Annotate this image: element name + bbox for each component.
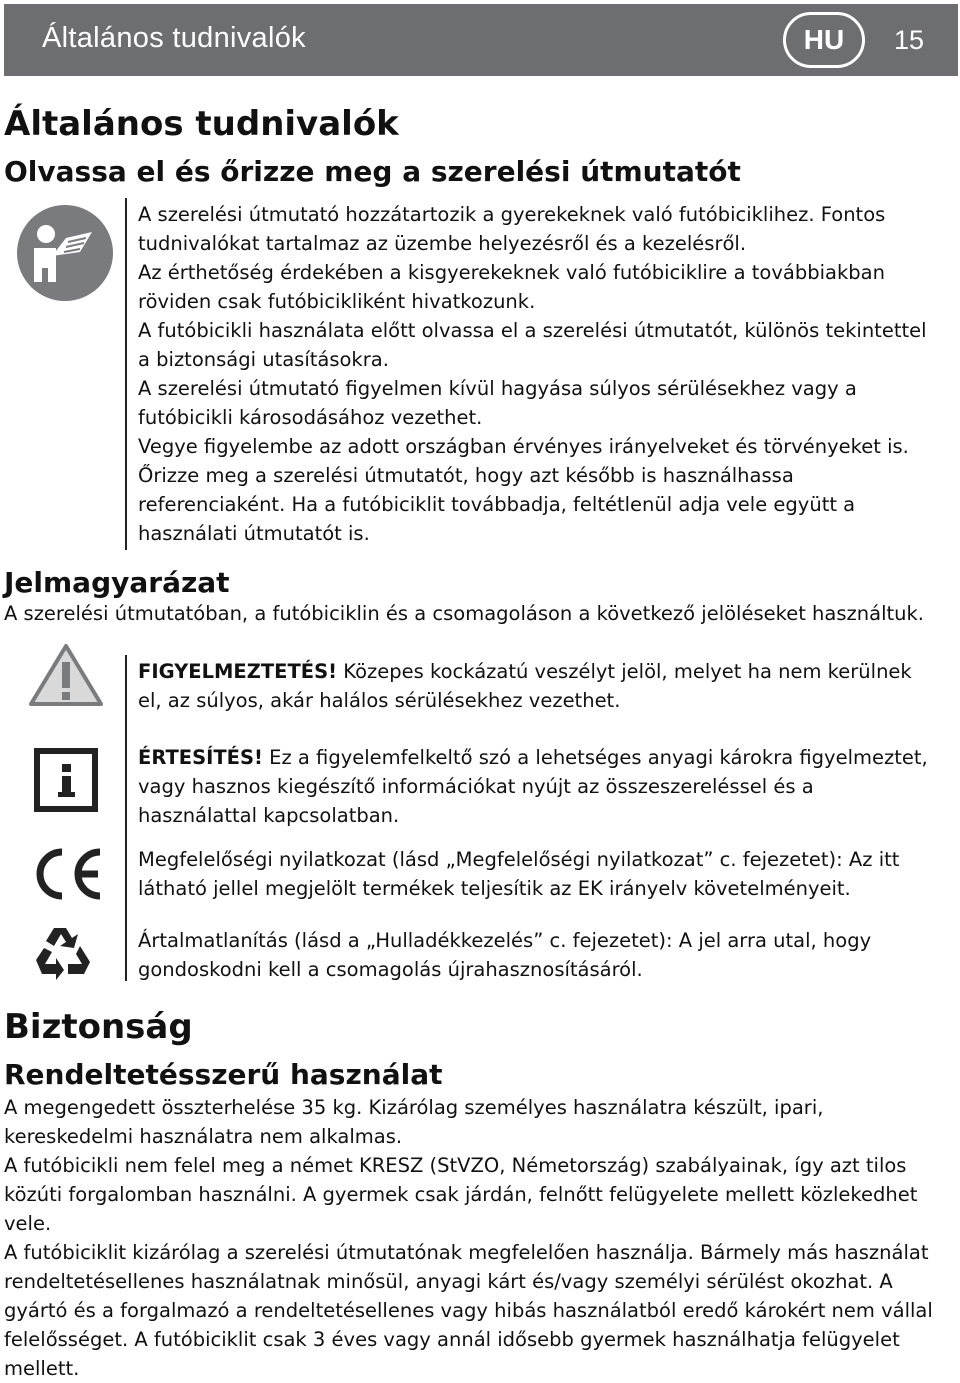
read-section-title: Olvassa el és őrizze meg a szerelési útmutatót	[4, 155, 741, 188]
legend-label: ÉRTESÍTÉS!	[138, 746, 263, 769]
intro-text	[138, 200, 938, 548]
safety-title: Biztonság	[4, 1007, 193, 1047]
legend-intro: A szerelési útmutatóban, a futóbiciklin és a csomagoláson a következő jelöléseket használtuk.	[4, 602, 924, 625]
paragraph: Őrizze meg a szerelési útmutatót, hogy azt később is használhassa referenciaként. Ha a futóbiciklit továbbadja, feltétlenül adja vele együtt a használati útmutatót is.	[138, 464, 856, 545]
read-manual-icon	[16, 204, 114, 306]
intro-divider	[125, 198, 127, 550]
legend-text: Megfelelőségi nyilatkozat (lásd „Megfelelőségi nyilatkozat” c. fejezetet): Az itt látható jellel megjelölt termékek teljesítik az EK irányelv követelményeit.	[138, 848, 900, 900]
ce-mark-icon	[30, 846, 106, 906]
paragraph: A szerelési útmutató hozzátartozik a gyerekeknek való futóbiciklihez. Fontos tudnivalókat tartalmaz az üzembe helyezésről és a kezelésről.	[138, 203, 886, 255]
page-number: 15	[894, 25, 925, 55]
page-header	[4, 4, 958, 76]
legend-text: Közepes kockázatú veszélyt jelöl, melyet ha nem kerülnek el, az súlyos, akár halálos sérülésekhez vezethet.	[138, 660, 912, 712]
legend-title: Jelmagyarázat	[4, 566, 230, 599]
legend-text: Ártalmatlanítás (lásd a „Hulladékkezelés” c. fejezetet): A jel arra utal, hogy gondoskodni kell a csomagolás újrahasznosításáról.	[138, 929, 872, 981]
intended-use-title: Rendeltetésszerű használat	[4, 1058, 443, 1091]
legend-text: Ez a figyelemfelkeltő szó a lehetséges anyagi károkra figyelmeztet, vagy hasznos kiegészítő információkat nyújt az összeszereléssel és a használattal kapcsolatban.	[138, 746, 928, 827]
paragraph: A futóbiciklit kizárólag a szerelési útmutatónak megfelelően használja. Bármely más használat rendeltetésellenes használatnak minősül, anyagi kárt és/vagy személyi sérülést okozhat. A gyártó és a forgalmazó a rendeltetésellenes vagy hibás használatból eredő károkért nem vállal felelősséget. A futóbiciklit csak 3 éves vagy annál idősebb gyermek használhatja felügyelet mellett.	[4, 1241, 933, 1380]
legend-label: FIGYELMEZTETÉS!	[138, 660, 338, 683]
paragraph: Az érthetőség érdekében a kisgyerekeknek való futóbiciklire a továbbiakban röviden csak futóbicikliként hivatkozunk.	[138, 261, 885, 313]
legend-item-notice	[138, 743, 938, 830]
main-title: Általános tudnivalók	[4, 104, 399, 144]
intended-use-text	[4, 1093, 956, 1383]
paragraph: Vegye figyelembe az adott országban érvényes irányelveket és törvényeket is.	[138, 435, 909, 458]
paragraph: A megengedett összterhelése 35 kg. Kizárólag személyes használatra készült, ipari, kereskedelmi használatra nem alkalmas.	[4, 1096, 824, 1148]
paragraph: A futóbicikli nem felel meg a német KRESZ (StVZO, Németország) szabályainak, így azt tilos közúti forgalomban használni. A gyermek csak járdán, felnőtt felügyelete mellett közlekedhet vele.	[4, 1154, 918, 1235]
language-badge: HU	[783, 12, 865, 68]
warning-triangle-icon	[28, 642, 104, 712]
header-title: Általános tudnivalók	[42, 22, 306, 54]
info-icon	[34, 748, 98, 816]
legend-item-warning	[138, 657, 938, 715]
legend-item-ce	[138, 845, 938, 903]
paragraph: A futóbicikli használata előtt olvassa el a szerelési útmutatót, különös tekintettel a biztonsági utasításokra.	[138, 319, 927, 371]
recycle-icon	[32, 924, 96, 984]
legend-divider	[125, 655, 127, 981]
legend-item-recycle	[138, 926, 938, 984]
paragraph: A szerelési útmutató figyelmen kívül hagyása súlyos sérülésekhez vagy a futóbicikli károsodásához vezethet.	[138, 377, 857, 429]
